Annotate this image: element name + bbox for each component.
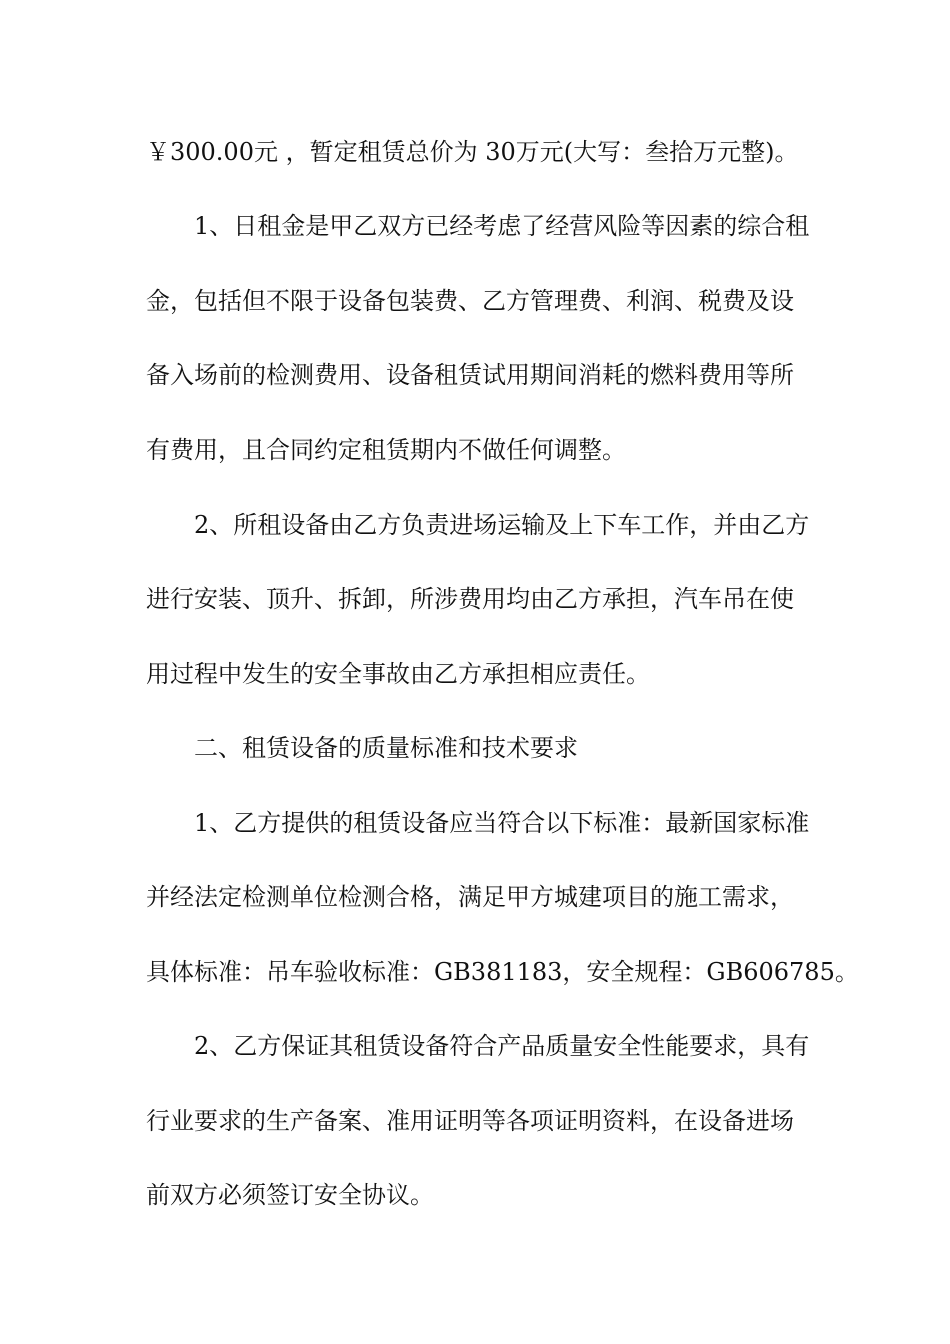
text-line-5: 有费用，且合同约定租赁期内不做任何调整。 — [146, 436, 626, 464]
text-line-12: 具体标准：吊车验收标准：GB381183，安全规程：GB606785。 — [146, 958, 859, 986]
text-line-15: 前双方必须签订安全协议。 — [146, 1181, 434, 1209]
text-line-8: 用过程中发生的安全事故由乙方承担相应责任。 — [146, 660, 650, 688]
text-line-10: 1、乙方提供的租赁设备应当符合以下标准：最新国家标准 — [194, 809, 810, 837]
text-line-7: 进行安装、顶升、拆卸，所涉费用均由乙方承担，汽车吊在使 — [146, 585, 794, 613]
text-line-14: 行业要求的生产备案、准用证明等各项证明资料，在设备进场 — [146, 1107, 794, 1135]
text-line-1: ￥300.00元 ，暂定租赁总价为 30万元(大写：叁拾万元整)。 — [146, 138, 799, 166]
text-line-11: 并经法定检测单位检测合格，满足甲方城建项目的施工需求， — [146, 883, 794, 911]
text-line-13: 2、乙方保证其租赁设备符合产品质量安全性能要求，具有 — [194, 1032, 810, 1060]
text-line-4: 备入场前的检测费用、设备租赁试用期间消耗的燃料费用等所 — [146, 361, 794, 389]
section-heading: 二、租赁设备的质量标准和技术要求 — [194, 734, 578, 762]
text-line-3: 金，包括但不限于设备包装费、乙方管理费、利润、税费及设 — [146, 287, 794, 315]
text-line-2: 1、日租金是甲乙双方已经考虑了经营风险等因素的综合租 — [194, 212, 810, 240]
text-line-6: 2、所租设备由乙方负责进场运输及上下车工作，并由乙方 — [194, 511, 810, 539]
